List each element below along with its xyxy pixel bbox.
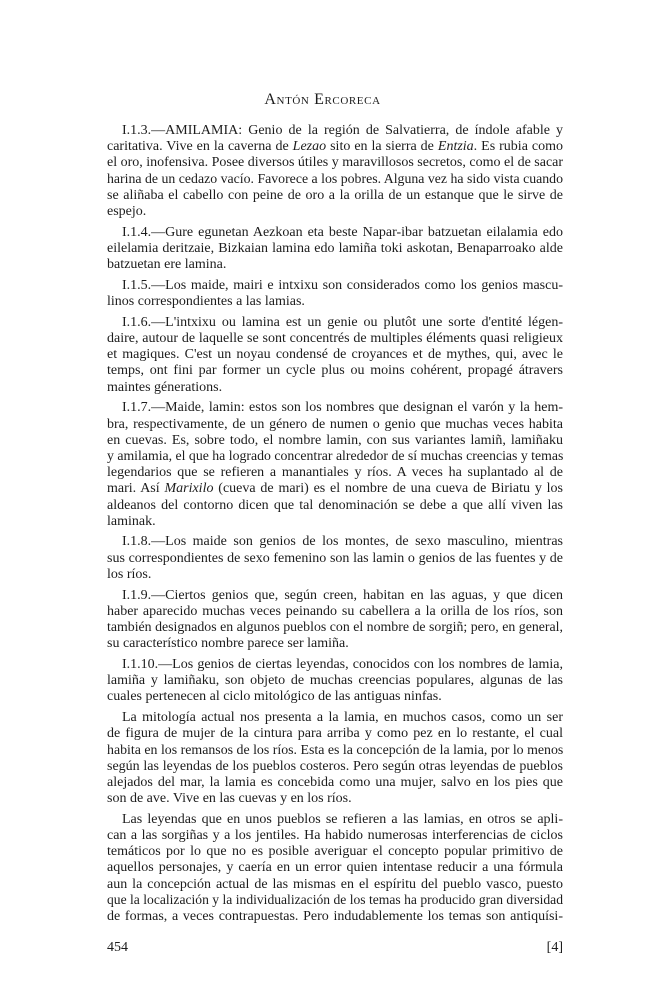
- text-line: aun la concepción actual de las mismas en el espíritu del pueblo vasco, puesto: [107, 876, 563, 892]
- text-line: I.1.7.—Maide, lamin: estos son los nombres que designan el varón y la hem-: [122, 400, 563, 416]
- text-line: los ríos.: [107, 566, 152, 582]
- section-number: [4]: [546, 940, 563, 955]
- text-line: La mitología actual nos presenta a la lamia, en muchos casos, como un ser: [122, 710, 563, 726]
- text-line: aquellos personajes, y caería en un error quien intentase reducir a una fórmula: [107, 860, 563, 876]
- text-line: maintes génerations.: [107, 379, 223, 395]
- text-line: legendarios que se refieren a manantiales y ríos. A veces ha suplantado al de: [107, 465, 563, 481]
- text-line: [107, 481, 563, 497]
- text-line: I.1.4.—Gure egunetan Aezkoan eta beste Napar-ibar batzuetan eilalamia edo: [122, 224, 563, 240]
- text-segment: caritativa. Vive en la caverna de: [107, 139, 293, 155]
- paragraph: [107, 123, 563, 220]
- text-line: son de ave. Vive en las cuevas y en los ríos.: [107, 791, 352, 807]
- paragraph: [107, 710, 563, 807]
- text-line: de figura de mujer de la cintura para arriba y como pez en lo restante, el cual: [107, 726, 563, 742]
- text-segment: (cueva de mari) es el nombre de una cueva de Biriatu y los: [213, 481, 563, 497]
- text-line: batzuetan ere lamina.: [107, 257, 227, 273]
- italic-term: Lezao: [292, 139, 327, 155]
- text-line: el oro, inofensiva. Posee diversos útiles y maravillosos secretos, como el de sacar: [107, 155, 564, 171]
- text-line: habita en los remansos de los ríos. Esta es la concepción de la lamia, por lo menos: [107, 742, 564, 758]
- text-line: laminak.: [107, 513, 156, 529]
- paragraph: [107, 534, 563, 583]
- text-line: cuales pertenecen al ciclo mitológico de las antiguas ninfas.: [107, 689, 442, 705]
- text-line: daire, autour de laquelle se sont concentrés de multiples éléments quasi religieux: [107, 331, 563, 347]
- text-line: que la localización y la individualización de los temas ha producido gran diversidad: [107, 892, 563, 908]
- text-line: I.1.10.—Los genios de ciertas leyendas, conocidos con los nombres de lamia,: [122, 656, 563, 672]
- paragraph: [107, 278, 563, 310]
- paragraph: [107, 812, 563, 925]
- text-line: su característico nombre parece ser lamiña.: [107, 636, 349, 652]
- body-text: [107, 123, 563, 930]
- text-segment: mari. Así: [107, 481, 165, 497]
- text-line: lamiña y lamiñaku, son objeto de muchas creencias populares, algunas de las: [107, 673, 563, 689]
- text-line: Las leyendas que en unos pueblos se refieren a las lamias, en otros se apli-: [122, 811, 563, 827]
- text-line: y amilamia, el que ha logrado concentrar alrededor de sí muchas creencias y temas: [107, 448, 564, 464]
- text-line: bra, respectivamente, de un género de numen o genio que muchas veces habita: [107, 416, 563, 432]
- text-line: se aliñaba el cabello con peine de oro a la orilla de un estanque que le sirve de: [107, 187, 563, 203]
- text-line: [107, 139, 563, 155]
- page-number: 454: [107, 940, 128, 955]
- text-line: harina de un cedazo vacío. Favorece a los pobres. Alguna vez ha sido vista cuando: [107, 171, 563, 187]
- text-line: can a las sorgiñas y a los jentiles. Ha habido numerosas interferencias de ciclos: [107, 828, 563, 844]
- text-line: según las leyendas de los pueblos costeros. Pero según otras leyendas de pueblos: [107, 758, 563, 774]
- text-line: haber aparecido muchas veces peinando su cabellera a la orilla de los ríos, son: [107, 603, 563, 619]
- text-line: de formas, a veces contrapuestas. Pero indudablemente los temas son antiquísi-: [107, 908, 563, 924]
- running-header-author: Antón Ercoreca: [264, 91, 381, 108]
- text-line: et magiques. C'est un noyau condensé de croyances et de mythes, qui, avec le: [107, 347, 563, 363]
- text-line: aldeanos del contorno dicen que tal denominación se debe a que allí viven las: [107, 497, 563, 513]
- text-line: sus correspondientes de sexo femenino son las lamin o genios de las fuentes y de: [107, 550, 563, 566]
- text-segment: . Es rubia como: [473, 139, 563, 155]
- text-line: I.1.3.—AMILAMIA: Genio de la región de Salvatierra, de índole afable y: [122, 123, 563, 138]
- paragraph: [107, 400, 563, 530]
- text-line: en cuevas. Es, sobre todo, el nombre lamin, con sus variantes lamiñ, lamiñaku: [107, 432, 563, 448]
- text-line: eilelamia deritzaie, Bizkaian lamina edo lamiña toki askotan, Benaparroako alde: [107, 240, 563, 256]
- text-line: espejo.: [107, 203, 147, 219]
- text-line: temps, ont fini par former un cycle plus ou moins cohérent, propagé átravers: [107, 363, 563, 379]
- text-line: también designados en algunos pueblos con el nombre de sorgiñ; pero, en general,: [107, 620, 563, 635]
- paragraph: [107, 588, 563, 653]
- text-line: alejados del mar, la lamia es concebida como una mujer, salvo en los pies que: [107, 774, 563, 790]
- paragraph: [107, 657, 563, 706]
- paragraph: [107, 225, 563, 274]
- italic-term: Marixilo: [164, 481, 214, 497]
- text-line: temáticos por lo que no es posible averiguar el concepto popular primitivo de: [107, 844, 563, 860]
- text-line: I.1.5.—Los maide, mairi e intxixu son considerados como los genios mascu-: [122, 277, 563, 293]
- text-segment: sito en la sierra de: [326, 139, 438, 155]
- paragraph: [107, 315, 563, 396]
- text-line: I.1.9.—Ciertos genios que, según creen, habitan en las aguas, y que dicen: [122, 587, 563, 603]
- italic-term: Entzia: [437, 139, 474, 155]
- text-line: linos correspondientes a las lamias.: [107, 294, 305, 310]
- text-line: I.1.6.—L'intxixu ou lamina est un genie ou plutôt une sorte d'entité légen-: [122, 314, 563, 330]
- text-line: I.1.8.—Los maide son genios de los montes, de sexo masculino, mientras: [122, 534, 563, 550]
